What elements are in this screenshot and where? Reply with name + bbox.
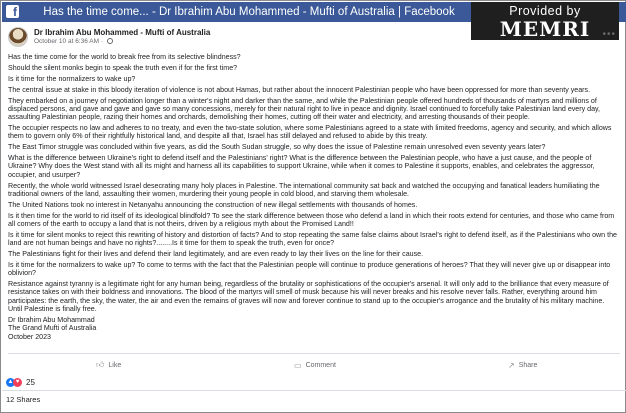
globe-icon [107,38,113,44]
post-paragraph: They embarked on a journey of negotiation longer than a winter's night and darker than the same, and while the Palestinian people offered hundreds of thousands of martyrs and millions of displaced persons, and gave and gave and gave so many concessions, merely for their natural right to live in peace and dignity. Israel continued to forcefully take Palestinian land every day, assaulting Palestinian people, razing their homes and orchards, demolishing their homes, cutting off their water and electricity, and arresting thousands of their people. [8,96,601,122]
watermark-line2: MEMRI JTTM [499,17,591,63]
signature-line: The Grand Mufti of Australia [8,324,97,333]
meta-separator: · [99,38,105,45]
heart-icon: ♥ [13,378,22,387]
post-actions [8,358,620,372]
comment-label: Comment [305,361,336,369]
post-paragraph: Should the silent monks begin to speak the truth even if for the first time? [8,63,238,72]
post-date[interactable]: October 10 at 6:36 AM [34,38,100,45]
more-options-icon[interactable]: ••• [602,29,616,40]
post-paragraph: Has the time come for the world to break free from its selective blindness? [8,53,241,61]
post-paragraph: Is it time for the normalizers to wake up? To come to terms with the fact that the Palestinian people will continue to produce generations of heroes? That they will never give up or disappear into oblivion? [8,260,611,278]
post-paragraph: The central issue at stake in this bloody iteration of violence is not about Hamas, but rather about the innocent Palestinian people who have been oppressed for more than seventy years. [8,85,591,94]
thumbs-up-icon: ▲ [7,378,14,385]
actions-divider [8,353,620,354]
comment-icon: ▭ [294,360,302,370]
like-button[interactable] [96,358,121,372]
signature-block [8,316,620,341]
post-body [8,53,620,341]
signature-line: Dr Ibrahim Abu Mohammad [8,315,95,324]
facebook-logo-icon: f [6,5,19,18]
post-paragraph: Is it then time for the world to rid itself of its ideological blindfold? To see the stark difference between those who defend a land in which their roots extend for centuries, and those who came from all corners of the earth to occupy a land that is not theirs, driven by a religious myth about the Promised Land!! [8,211,615,228]
comment-button[interactable] [294,358,336,372]
post-paragraph: The United Nations took no interest in Netanyahu announcing the construction of new illegal settlements with thousands of homes. [8,200,418,209]
author-name[interactable]: Dr Ibrahim Abu Mohammed - Mufti of Australia [34,28,211,37]
post-paragraph: What is the difference between Ukraine's right to defend itself and the Palestinians' right? What is the difference between the Palestinian people, who have a just cause, and the people of Ukraine? Why does the West stand with all its might and harness all its capabilities to support Ukraine, while when it comes to Palestine it supports, enables, and celebrates the aggressor, occupier, and usurper? [8,154,595,179]
window-title: Has the time come... - Dr Ibrahim Abu Mohammed - Mufti of Australia | Facebook [43,6,455,18]
post-paragraph: Is it time for the normalizers to wake up? [8,74,136,83]
memri-watermark [471,2,619,63]
post-paragraph: Resistance against tyranny is a legitimate right for any human being, regardless of the brutality or sophistications of the occupier's arsenal. It will only add to the brilliance that every measure of resistance takes on with their boldness and innovations. The blood of the martyrs will smell of musk because his will never breaks and his resolve never falls. Rather, everything around him participates: the earth, the sky, the water, the air and even the remains of graves will now and forever continue to stand up to the occupier's arrogance and the brutality of his military machine. Until Palestine is finally free. [8,280,609,314]
shares-count[interactable]: 12 Shares [6,395,41,404]
post-paragraph: Recently, the whole world witnessed Israel desecrating many holy places in Palestine. The international community sat back and watched the occupying and fanatical leaders humiliating the traditional owners of the land, assaulting their women, murdering their young people in cold blood, and starving them wholesale. [8,181,600,198]
reaction-count: 25 [26,377,35,387]
signature-line: October 2023 [8,332,51,341]
reactions-summary[interactable] [6,377,35,387]
author-avatar[interactable] [8,27,28,47]
watermark-line1: Provided by [509,4,581,18]
share-icon: ↗ [508,360,515,370]
bottom-divider [2,390,626,391]
post-paragraph: The East Timor struggle was concluded within five years, as did the South Sudan struggle, so why does the issue of Palestine remain unresolved even seventy years later? [8,143,546,152]
thumbs-up-icon: 👍︎ [96,360,105,369]
post-paragraph: The occupier respects no law and adheres to no treaty, and even the two-state solution, where some Palestinians agreed to a state with limited freedoms, agency and security, and which allows them to govern only 6% of their rightfully historical land, and despite all that, Israel has still delayed and refused to abide by this treaty. [8,124,612,141]
share-label: Share [518,361,538,369]
post-paragraph: The Palestinians fight for their lives and defend their land legitimately, and are even ready to lay their lives on the line for their cause. [8,250,424,259]
like-label: Like [108,361,122,369]
post-meta [34,38,113,45]
share-button[interactable] [508,358,537,372]
post-paragraph: Is it time for silent monks to reject this rewriting of history and distortion of facts? And to stop repeating the same false claims about Israel's right to defend itself, as if the Palestinians who own the land are not human beings and have no rights?........Is it time for them to speak the truth, even for once? [8,230,617,248]
